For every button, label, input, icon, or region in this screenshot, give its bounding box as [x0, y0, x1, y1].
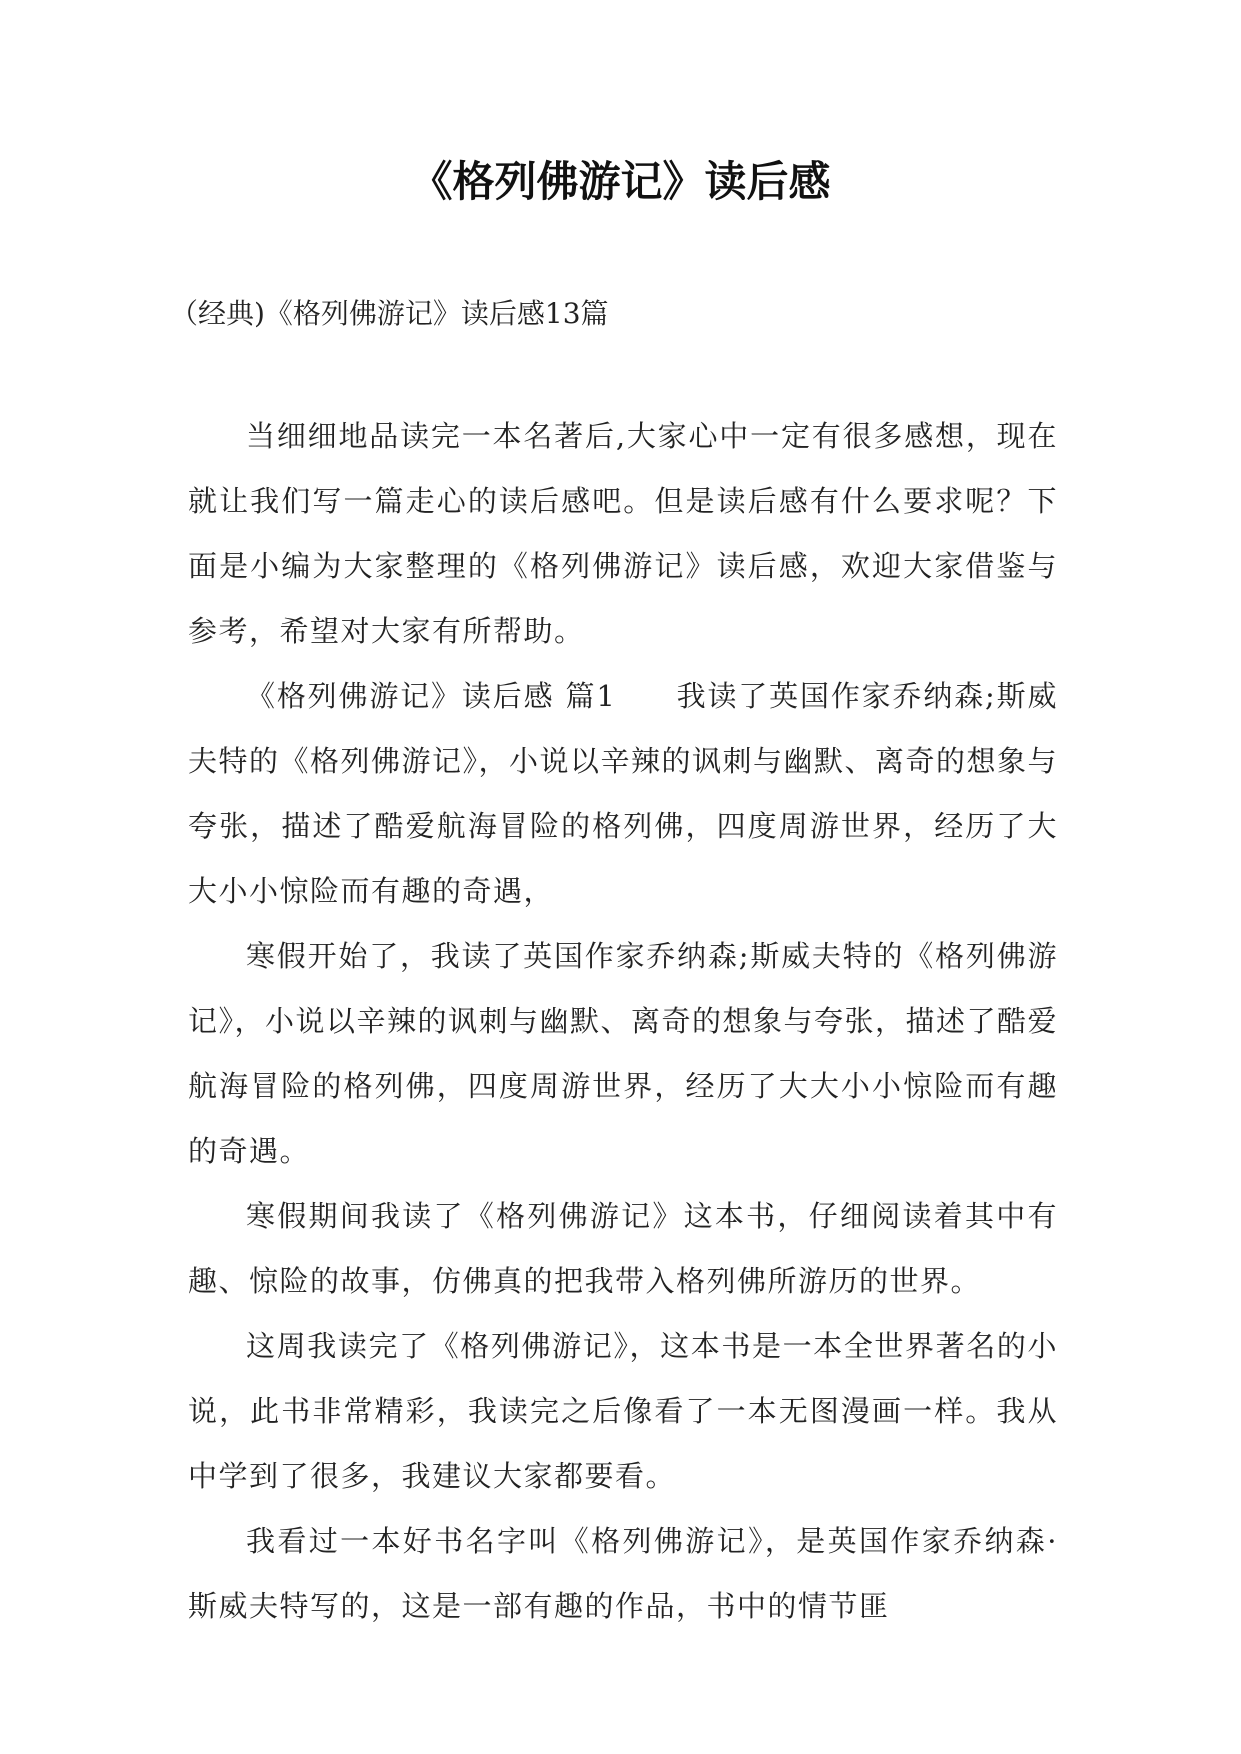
document-title: 《格列佛游记》读后感 — [410, 157, 831, 206]
document-body — [188, 404, 1058, 1639]
section-1-heading: 《格列佛游记》读后感 篇1 — [246, 679, 617, 713]
document-subtitle: （经典)《格列佛游记》读后感13篇 — [170, 297, 609, 330]
section-1-text: 我读了英国作家乔纳森;斯威夫特的《格列佛游记》，小说以辛辣的讽刺与幽默、离奇的想象与夸张，描述了酷爱航海冒险的格列佛，四度周游世界，经历了大大小小惊险而有趣的奇遇， — [188, 679, 1059, 908]
section-1-paragraph — [188, 664, 1058, 924]
paragraph-this-week: 这周我读完了《格列佛游记》，这本书是一本全世界著名的小说，此书非常精彩，我读完之后像看了一本无图漫画一样。我从中学到了很多，我建议大家都要看。 — [188, 1329, 1058, 1493]
intro-paragraph: 当细细地品读完一本名著后,大家心中一定有很多感想，现在就让我们写一篇走心的读后感吧。但是读后感有什么要求呢？下面是小编为大家整理的《格列佛游记》读后感，欢迎大家借鉴与参考，希望对大家有所帮助。 — [188, 419, 1058, 648]
paragraph-winter-break: 寒假开始了，我读了英国作家乔纳森;斯威夫特的《格列佛游记》，小说以辛辣的讽刺与幽默、离奇的想象与夸张，描述了酷爱航海冒险的格列佛，四度周游世界，经历了大大小小惊险而有趣的奇遇。 — [188, 939, 1059, 1168]
paragraph-winter-reading: 寒假期间我读了《格列佛游记》这本书，仔细阅读着其中有趣、惊险的故事，仿佛真的把我带入格列佛所游历的世界。 — [188, 1199, 1058, 1298]
paragraph-good-book: 我看过一本好书名字叫《格列佛游记》，是英国作家乔纳森·斯威夫特写的，这是一部有趣的作品，书中的情节匪 — [188, 1524, 1058, 1623]
